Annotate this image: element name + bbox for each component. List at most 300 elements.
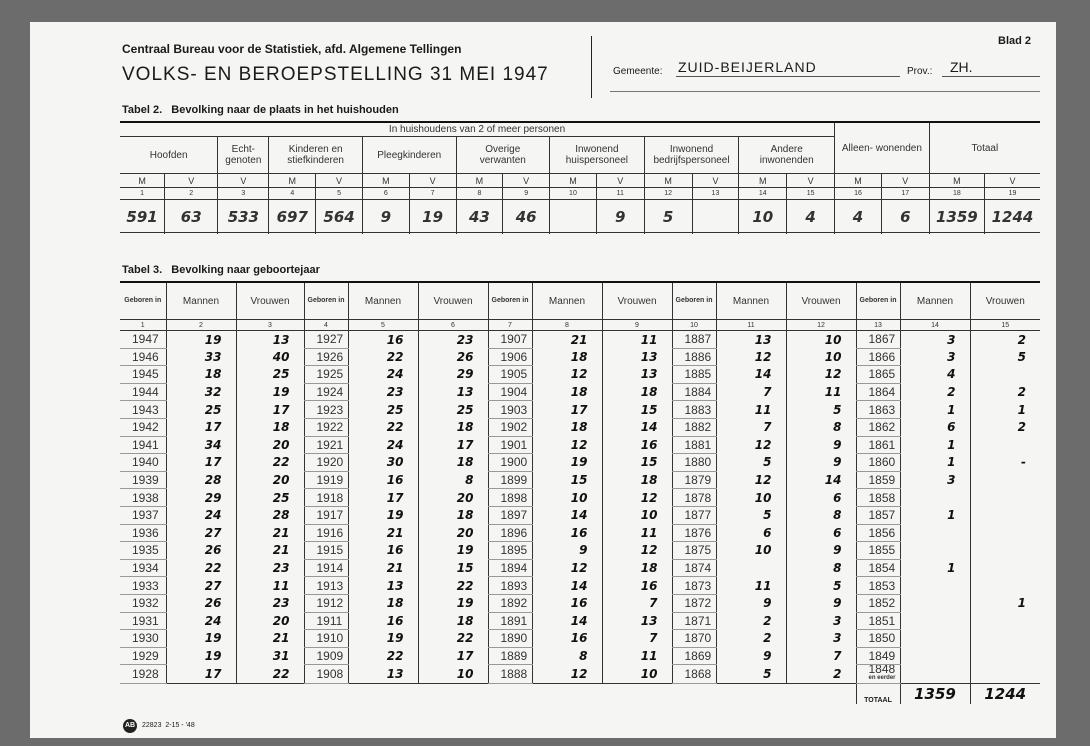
birth-year-row [120,630,1040,648]
mannen-count-cell: 10 [716,489,786,507]
birth-year-cell: 1943 [120,401,166,419]
mannen-count-cell: 12 [532,436,602,454]
birth-year-cell: 1887 [672,331,716,349]
birth-year-cell: 1858 [856,489,900,507]
t2-value-cell: 564 [316,200,363,235]
birth-year-cell: 1892 [488,594,532,612]
mannen-count-cell: 13 [348,577,418,595]
birth-year-row [120,489,1040,507]
birth-year-cell: 1940 [120,454,166,472]
mannen-count-cell: 19 [166,630,236,648]
vrouwen-count-cell: 25 [236,366,304,384]
vrouwen-count-cell: 11 [602,331,672,349]
birth-year-cell: 1922 [304,418,348,436]
birth-year-row [120,331,1040,349]
t2-column-number: 4 [269,188,316,200]
vrouwen-count-cell: 8 [786,506,856,524]
birth-year-cell: 1886 [672,348,716,366]
birth-year-cell: 1930 [120,630,166,648]
mannen-count-cell: 3 [900,348,970,366]
mannen-count-cell: 18 [532,418,602,436]
vrouwen-count-cell: 10 [786,348,856,366]
t2-value-cell: 1244 [985,200,1040,235]
mannen-count-cell: 24 [166,506,236,524]
vrouwen-count-cell: 6 [786,489,856,507]
birth-year-cell: 1876 [672,524,716,542]
vrouwen-header: Vrouwen [236,283,304,320]
t3-column-number: 3 [236,320,304,331]
mannen-count-cell: 16 [532,630,602,648]
mannen-count-cell: 1 [900,454,970,472]
mannen-count-cell: 11 [716,577,786,595]
mannen-count-cell: 14 [532,506,602,524]
geboren-in-header: Geboren in [856,283,900,320]
vrouwen-count-cell: 22 [236,665,304,684]
birth-year-cell: 1925 [304,366,348,384]
vrouwen-count-cell: 10 [418,665,488,684]
mannen-count-cell: 21 [532,331,602,349]
mannen-header: Mannen [716,283,786,320]
birth-year-cell: 1907 [488,331,532,349]
blad-number: Blad 2 [998,35,1032,47]
t3-column-number: 9 [602,320,672,331]
mannen-count-cell: 11 [716,401,786,419]
mannen-count-cell: 34 [166,436,236,454]
birth-year-cell: 1937 [120,506,166,524]
vrouwen-count-cell: 5 [786,577,856,595]
birth-year-cell: 1890 [488,630,532,648]
t2-value-cell: 4 [787,200,835,235]
birth-year-cell: 1923 [304,401,348,419]
vrouwen-count-cell: 22 [236,454,304,472]
mannen-count-cell: 3 [900,331,970,349]
mannen-count-cell: 12 [716,436,786,454]
mannen-header: Mannen [532,283,602,320]
geboren-in-header: Geboren in [304,283,348,320]
vrouwen-count-cell: 11 [602,647,672,665]
tabel3-table [120,283,1040,704]
mannen-count-cell: 14 [532,577,602,595]
mannen-count-cell: 17 [166,454,236,472]
vrouwen-count-cell: 23 [418,331,488,349]
vrouwen-count-cell: 23 [236,594,304,612]
vrouwen-count-cell: 18 [418,506,488,524]
t3-column-number: 14 [900,320,970,331]
birth-year-cell: 1891 [488,612,532,630]
t2-group-huispersoneel: Inwonend huispersoneel [550,137,645,174]
geboren-in-header: Geboren in [488,283,532,320]
birth-year-cell: 1860 [856,454,900,472]
t3-column-number: 2 [166,320,236,331]
vrouwen-count-cell: 15 [602,401,672,419]
t2-mv-header: V [165,174,218,188]
mannen-count-cell [900,594,970,612]
vrouwen-count-cell: 15 [418,559,488,577]
vrouwen-count-cell [970,506,1040,524]
birth-year-cell: 1920 [304,454,348,472]
tabel3-title: Tabel 3. Bevolking naar geboortejaar [122,264,320,276]
vrouwen-count-cell: 3 [786,630,856,648]
birth-year-row [120,348,1040,366]
t2-value-cell: 46 [503,200,550,235]
t3-column-number: 10 [672,320,716,331]
bureau-line: Centraal Bureau voor de Statistiek, afd. Algemene Tellingen [122,42,462,56]
birth-year-cell: 1850 [856,630,900,648]
mannen-count-cell: 30 [348,454,418,472]
printer-logo [123,719,137,733]
birth-year-row [120,418,1040,436]
mannen-count-cell: 22 [166,559,236,577]
t2-value-cell [550,200,597,235]
mannen-header: Mannen [900,283,970,320]
birth-year-cell: 1932 [120,594,166,612]
t2-column-number: 10 [550,188,597,200]
t2-group-echtgenoten: Echt- genoten [218,137,269,174]
mannen-count-cell: 4 [900,366,970,384]
birth-year-cell: 1848 [868,664,896,677]
t2-column-number: 11 [596,188,644,200]
birth-year-cell: 1909 [304,647,348,665]
mannen-count-cell: 25 [166,401,236,419]
birth-year-cell: 1865 [856,366,900,384]
t2-value-cell: 19 [409,200,456,235]
t2-value-cell: 4 [835,200,882,235]
mannen-count-cell: 12 [532,366,602,384]
birth-year-cell: 1912 [304,594,348,612]
mannen-count-cell: 19 [166,647,236,665]
vrouwen-count-cell: 12 [786,366,856,384]
vrouwen-header: Vrouwen [786,283,856,320]
t2-mv-header: V [787,174,835,188]
mannen-count-cell: 16 [348,331,418,349]
mannen-count-cell: 16 [348,612,418,630]
birth-year-cell: 1931 [120,612,166,630]
mannen-count-cell: 7 [716,418,786,436]
birth-year-cell: 1898 [488,489,532,507]
mannen-count-cell: 12 [716,471,786,489]
vrouwen-count-cell: 25 [236,489,304,507]
mannen-count-cell: 16 [532,594,602,612]
t2-mv-header: V [218,174,269,188]
birth-year-cell: 1882 [672,418,716,436]
vrouwen-count-cell [970,630,1040,648]
birth-year-cell: 1851 [856,612,900,630]
mannen-count-cell: 21 [348,559,418,577]
t2-mv-header: M [739,174,787,188]
birth-year-cell: 1874 [672,559,716,577]
mannen-header: Mannen [166,283,236,320]
birth-year-row [120,594,1040,612]
totaal-label: TOTAAL [856,684,900,705]
mannen-count-cell: 32 [166,383,236,401]
birth-year-cell: 1863 [856,401,900,419]
t2-mv-header: M [550,174,597,188]
mannen-count-cell: 22 [348,348,418,366]
birth-year-cell: 1849 [856,647,900,665]
t2-mv-header: M [456,174,503,188]
mannen-count-cell: 26 [166,594,236,612]
vrouwen-count-cell: 17 [418,436,488,454]
vrouwen-count-cell: 19 [418,594,488,612]
birth-year-row [120,506,1040,524]
birth-year-cell: 1946 [120,348,166,366]
t2-mv-header: V [596,174,644,188]
vrouwen-count-cell: 5 [970,348,1040,366]
gemeente-label: Gemeente: [613,66,663,77]
mannen-count-cell: 7 [716,383,786,401]
t2-mv-header: M [269,174,316,188]
vrouwen-count-cell: 22 [418,630,488,648]
vrouwen-count-cell: 28 [236,506,304,524]
t2-value-cell: 43 [456,200,503,235]
birth-year-cell: 1927 [304,331,348,349]
vrouwen-count-cell: 11 [602,524,672,542]
t2-group-hoofden: Hoofden [120,137,218,174]
t3-column-number: 4 [304,320,348,331]
t3-column-number: 7 [488,320,532,331]
vrouwen-count-cell: 20 [236,471,304,489]
t2-column-number: 16 [835,188,882,200]
mannen-count-cell [716,559,786,577]
birth-year-cell: 1852 [856,594,900,612]
mannen-count-cell: 18 [532,383,602,401]
birth-year-cell: 1911 [304,612,348,630]
vrouwen-count-cell: 18 [602,559,672,577]
t2-column-number: 18 [929,188,984,200]
mannen-count-cell: 18 [348,594,418,612]
birth-year-cell: 1869 [672,647,716,665]
birth-year-cell: 1883 [672,401,716,419]
t2-column-number: 19 [985,188,1040,200]
mannen-count-cell [900,577,970,595]
birth-year-cell: 1854 [856,559,900,577]
vrouwen-count-cell: 15 [602,454,672,472]
mannen-count-cell: 24 [348,366,418,384]
mannen-count-cell: 3 [900,471,970,489]
vrouwen-count-cell: 13 [236,331,304,349]
t2-span-header: In huishoudens van 2 of meer personen [388,124,566,135]
birth-year-cell: 1926 [304,348,348,366]
birth-year-cell: 1896 [488,524,532,542]
t2-value-cell: 9 [362,200,409,235]
birth-year-cell: 1914 [304,559,348,577]
mannen-count-cell: 18 [166,366,236,384]
vrouwen-count-cell: 10 [786,331,856,349]
birth-year-row [120,612,1040,630]
mannen-count-cell: 19 [348,630,418,648]
birth-year-cell: 1933 [120,577,166,595]
birth-year-cell: 1873 [672,577,716,595]
birth-year-row [120,366,1040,384]
mannen-count-cell: 21 [348,524,418,542]
birth-year-cell: 1913 [304,577,348,595]
birth-year-cell: 1939 [120,471,166,489]
mannen-count-cell: 27 [166,524,236,542]
birth-year-cell: 1862 [856,418,900,436]
birth-year-cell: 1934 [120,559,166,577]
vrouwen-count-cell [970,665,1040,684]
vrouwen-count-cell: 26 [418,348,488,366]
vrouwen-count-cell: 16 [602,436,672,454]
vrouwen-count-cell: 14 [786,471,856,489]
birth-year-row [120,401,1040,419]
birth-year-cell: 1947 [120,331,166,349]
mannen-count-cell: 25 [348,401,418,419]
vrouwen-header: Vrouwen [970,283,1040,320]
birth-year-cell: 1866 [856,348,900,366]
t2-mv-header: M [835,174,882,188]
vrouwen-count-cell: 18 [602,471,672,489]
vrouwen-count-cell: 12 [602,542,672,560]
vrouwen-count-cell: 21 [236,542,304,560]
birth-year-cell: 1900 [488,454,532,472]
vrouwen-count-cell: 29 [418,366,488,384]
birth-year-cell: 1942 [120,418,166,436]
birth-year-cell: 1944 [120,383,166,401]
vrouwen-count-cell: 11 [786,383,856,401]
t2-value-cell: 591 [126,208,158,226]
vrouwen-count-cell: 13 [602,348,672,366]
vrouwen-count-cell [970,542,1040,560]
t2-value-cell [692,200,739,235]
t2-group-totaal: Totaal [929,123,1040,174]
birth-year-cell: 1881 [672,436,716,454]
vrouwen-count-cell: 31 [236,647,304,665]
vrouwen-count-cell: 18 [236,418,304,436]
geboren-in-header: Geboren in [672,283,716,320]
vrouwen-count-cell: 19 [418,542,488,560]
t2-group-bedrijfspersoneel: Inwonend bedrijfspersoneel [644,137,739,174]
vrouwen-count-cell [970,647,1040,665]
mannen-count-cell: 15 [532,471,602,489]
birth-year-cell: 1857 [856,506,900,524]
gemeente-value: ZUID-BEIJERLAND [678,59,817,75]
vrouwen-count-cell: 1 [970,401,1040,419]
vrouwen-count-cell: 9 [786,436,856,454]
birth-year-cell: 1853 [856,577,900,595]
vrouwen-count-cell: 11 [236,577,304,595]
vrouwen-count-cell [970,471,1040,489]
vrouwen-count-cell: 20 [236,436,304,454]
birth-year-row [120,471,1040,489]
vrouwen-count-cell: 2 [970,331,1040,349]
birth-year-cell: 1856 [856,524,900,542]
vrouwen-count-cell: 9 [786,542,856,560]
t2-column-number: 8 [456,188,503,200]
birth-year-row [120,577,1040,595]
mannen-header: Mannen [348,283,418,320]
birth-year-cell: 1861 [856,436,900,454]
vrouwen-count-cell: 16 [602,577,672,595]
birth-year-cell: 1864 [856,383,900,401]
vrouwen-count-cell: 10 [602,506,672,524]
birth-year-row [120,524,1040,542]
mannen-count-cell: 8 [532,647,602,665]
prov-label: Prov.: [907,66,933,77]
mannen-count-cell: 24 [166,612,236,630]
vrouwen-count-cell [970,577,1040,595]
mannen-count-cell: 1 [900,436,970,454]
t2-column-number: 1 [120,188,165,200]
mannen-count-cell: 19 [348,506,418,524]
mannen-count-cell: 18 [532,348,602,366]
birth-year-cell: 1899 [488,471,532,489]
mannen-count-cell: 16 [348,542,418,560]
mannen-count-cell [900,647,970,665]
vrouwen-count-cell: 19 [236,383,304,401]
birth-year-cell: 1919 [304,471,348,489]
birth-year-cell: 1916 [304,524,348,542]
vrouwen-count-cell: 6 [786,524,856,542]
vrouwen-count-cell [970,524,1040,542]
vrouwen-count-cell: 13 [602,366,672,384]
birth-year-cell: 1868 [672,665,716,684]
birth-year-cell: 1929 [120,647,166,665]
t2-group-overige: Overige verwanten [456,137,550,174]
t2-column-number: 2 [165,188,218,200]
t3-column-number: 1 [120,320,166,331]
mannen-count-cell [900,542,970,560]
birth-year-cell: 1910 [304,630,348,648]
vrouwen-count-cell: 18 [418,418,488,436]
t2-mv-header: V [881,174,929,188]
birth-year-cell: 1921 [304,436,348,454]
t3-column-number: 13 [856,320,900,331]
vrouwen-count-cell: 2 [786,665,856,684]
t2-group-alleenwonenden: Alleen- wonenden [835,123,930,174]
vrouwen-count-cell: 17 [418,647,488,665]
totaal-mannen: 1359 [900,684,970,705]
totaal-vrouwen: 1244 [970,684,1040,705]
vrouwen-count-cell [970,612,1040,630]
vrouwen-count-cell: 3 [786,612,856,630]
vrouwen-count-cell: 5 [786,401,856,419]
t2-mv-header: V [692,174,739,188]
t2-group-kinderen: Kinderen en stiefkinderen [269,137,363,174]
t2-column-number: 5 [316,188,363,200]
birth-year-cell: 1905 [488,366,532,384]
mannen-count-cell: 5 [716,665,786,684]
birth-year-cell: 1893 [488,577,532,595]
t2-column-number: 17 [881,188,929,200]
vrouwen-count-cell: 7 [602,594,672,612]
t3-column-number: 5 [348,320,418,331]
t2-value-cell: 697 [269,200,316,235]
birth-year-cell: 1906 [488,348,532,366]
birth-year-cell: 1895 [488,542,532,560]
birth-year-cell: 1880 [672,454,716,472]
birth-year-row [120,454,1040,472]
birth-year-row [120,436,1040,454]
mannen-count-cell: 9 [716,594,786,612]
vrouwen-count-cell [970,366,1040,384]
vrouwen-count-cell: 20 [418,489,488,507]
birth-year-cell: 1936 [120,524,166,542]
en-eerder-label: en eerder [868,675,896,682]
birth-year-cell: 1877 [672,506,716,524]
t2-group-andere: Andere inwonenden [739,137,835,174]
vrouwen-count-cell: 8 [418,471,488,489]
mannen-count-cell: 2 [716,612,786,630]
t2-column-number: 14 [739,188,787,200]
t2-mv-header: M [929,174,984,188]
mannen-count-cell: 6 [900,418,970,436]
t2-column-number: 7 [409,188,456,200]
birth-year-cell: 1855 [856,542,900,560]
t2-mv-header: M [120,174,165,188]
birth-year-cell: 1924 [304,383,348,401]
mannen-count-cell: 17 [532,401,602,419]
